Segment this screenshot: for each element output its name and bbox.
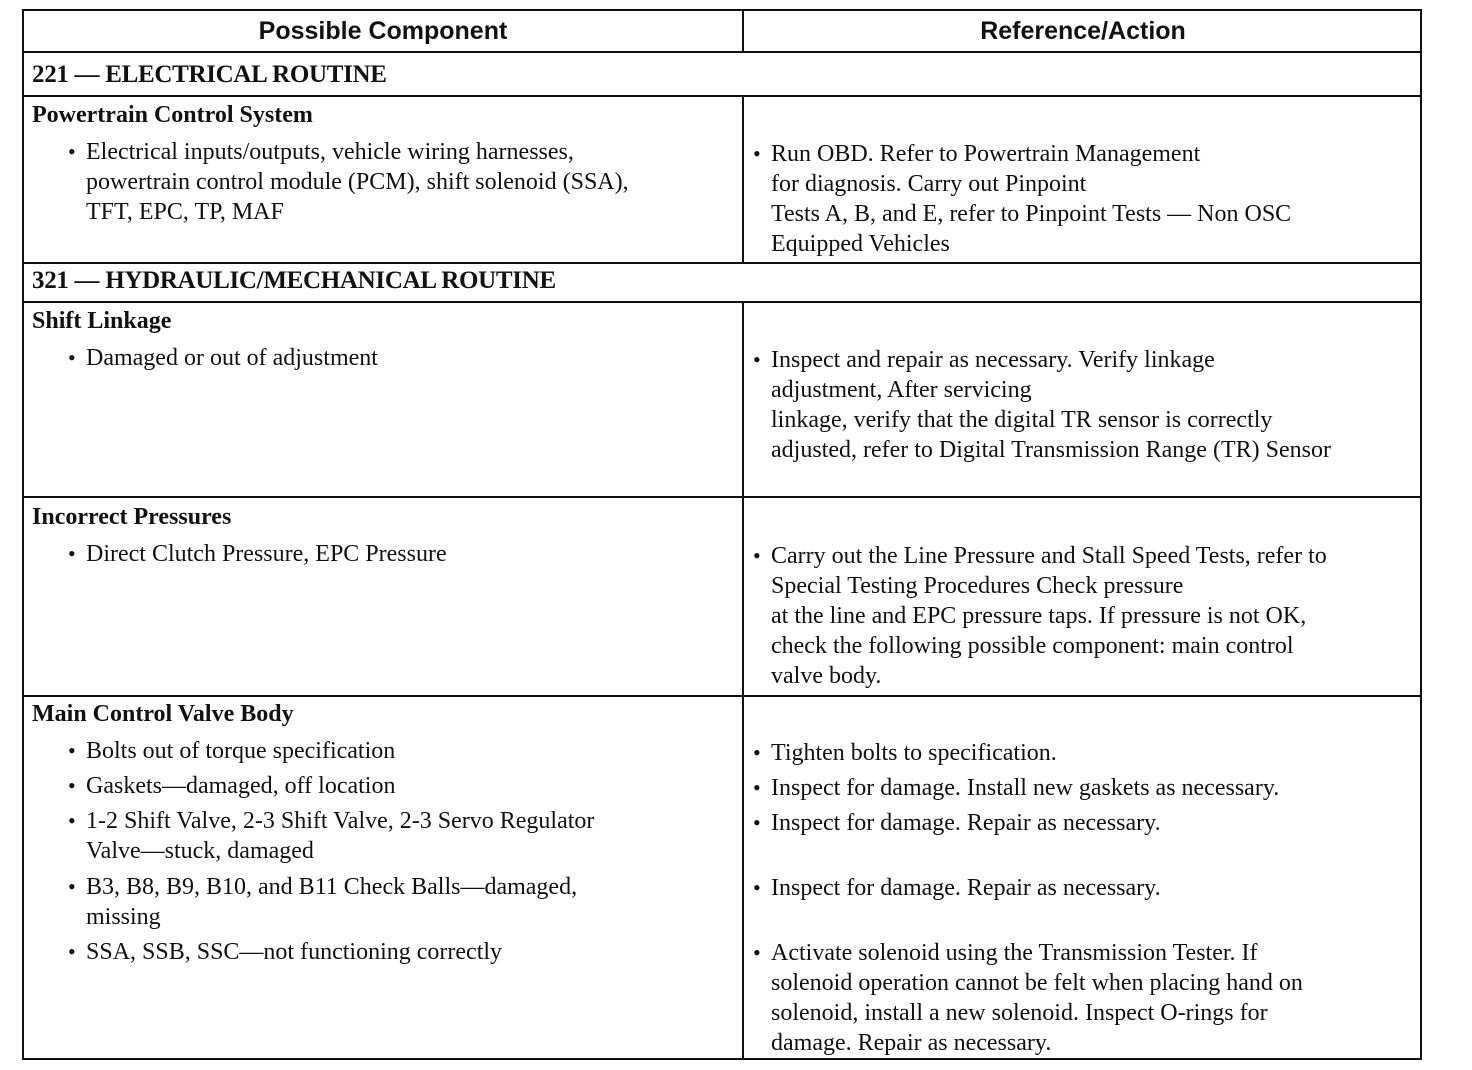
column-header-possible-component: Possible Component <box>258 17 508 45</box>
row-divider <box>24 51 1420 53</box>
action-text: Activate solenoid using the Transmission Tester. If solenoid operation cannot be felt when placing hand on solenoid, install a new solenoid. Inspect O-rings for damage. Repair as necessary. <box>771 940 1303 1056</box>
group-title-incorrect-pressures: Incorrect Pressures <box>32 504 232 530</box>
row-divider <box>24 695 1420 697</box>
action-text: Inspect for damage. Repair as necessary. <box>771 810 1161 836</box>
column-divider <box>742 301 744 1060</box>
component-text: Damaged or out of adjustment <box>86 345 378 371</box>
row-divider <box>24 262 1420 264</box>
bullet: • <box>68 939 76 964</box>
bullet: • <box>753 141 761 166</box>
column-divider <box>742 95 744 262</box>
action-text: Inspect for damage. Repair as necessary. <box>771 875 1161 901</box>
row-divider <box>24 496 1420 498</box>
component-text: Electrical inputs/outputs, vehicle wiring harnesses, powertrain control module (PCM), shift solenoid (SSA), TFT, EPC, TP, MAF <box>86 139 629 225</box>
bullet: • <box>753 810 761 835</box>
bullet: • <box>68 773 76 798</box>
component-text: 1-2 Shift Valve, 2-3 Shift Valve, 2-3 Servo Regulator Valve—stuck, damaged <box>86 808 595 864</box>
group-title-powertrain-control-system: Powertrain Control System <box>32 102 313 128</box>
bullet: • <box>753 740 761 765</box>
bullet: • <box>68 139 76 164</box>
section-title-electrical-routine: 221 — ELECTRICAL ROUTINE <box>32 61 387 88</box>
bullet: • <box>68 738 76 763</box>
action-text: Tighten bolts to specification. <box>771 740 1057 766</box>
group-title-main-control-valve-body: Main Control Valve Body <box>32 701 294 727</box>
bullet: • <box>68 808 76 833</box>
row-divider <box>24 301 1420 303</box>
component-text: SSA, SSB, SSC—not functioning correctly <box>86 939 503 965</box>
action-text: Carry out the Line Pressure and Stall Speed Tests, refer to Special Testing Procedures Check pressure at the line and EPC pressure taps. If pressure is not OK, check the following possible component: main control valve body. <box>771 543 1327 689</box>
component-text: Direct Clutch Pressure, EPC Pressure <box>86 541 447 567</box>
bullet: • <box>753 940 761 965</box>
bullet: • <box>753 775 761 800</box>
group-title-shift-linkage: Shift Linkage <box>32 308 172 334</box>
section-title-hydraulic-mechanical-routine: 321 — HYDRAULIC/MECHANICAL ROUTINE <box>32 267 556 294</box>
bullet: • <box>753 543 761 568</box>
component-text: B3, B8, B9, B10, and B11 Check Balls—damaged, missing <box>86 874 578 930</box>
action-text: Run OBD. Refer to Powertrain Management for diagnosis. Carry out Pinpoint Tests A, B, and E, refer to Pinpoint Tests — Non OSC Equipped Vehicles <box>771 141 1292 257</box>
bullet: • <box>753 875 761 900</box>
bullet: • <box>68 541 76 566</box>
action-text: Inspect for damage. Install new gaskets as necessary. <box>771 775 1280 801</box>
diagnosis-table <box>22 9 1422 1060</box>
component-text: Bolts out of torque specification <box>86 738 396 764</box>
action-text: Inspect and repair as necessary. Verify linkage adjustment, After servicing linkage, verify that the digital TR sensor is correctly adjusted, refer to Digital Transmission Range (TR) Sensor <box>771 347 1331 463</box>
column-header-reference-action: Reference/Action <box>980 17 1186 45</box>
bullet: • <box>68 874 76 899</box>
column-divider <box>742 11 744 51</box>
bullet: • <box>753 347 761 372</box>
bullet: • <box>68 345 76 370</box>
row-divider <box>24 95 1420 97</box>
component-text: Gaskets—damaged, off location <box>86 773 396 799</box>
